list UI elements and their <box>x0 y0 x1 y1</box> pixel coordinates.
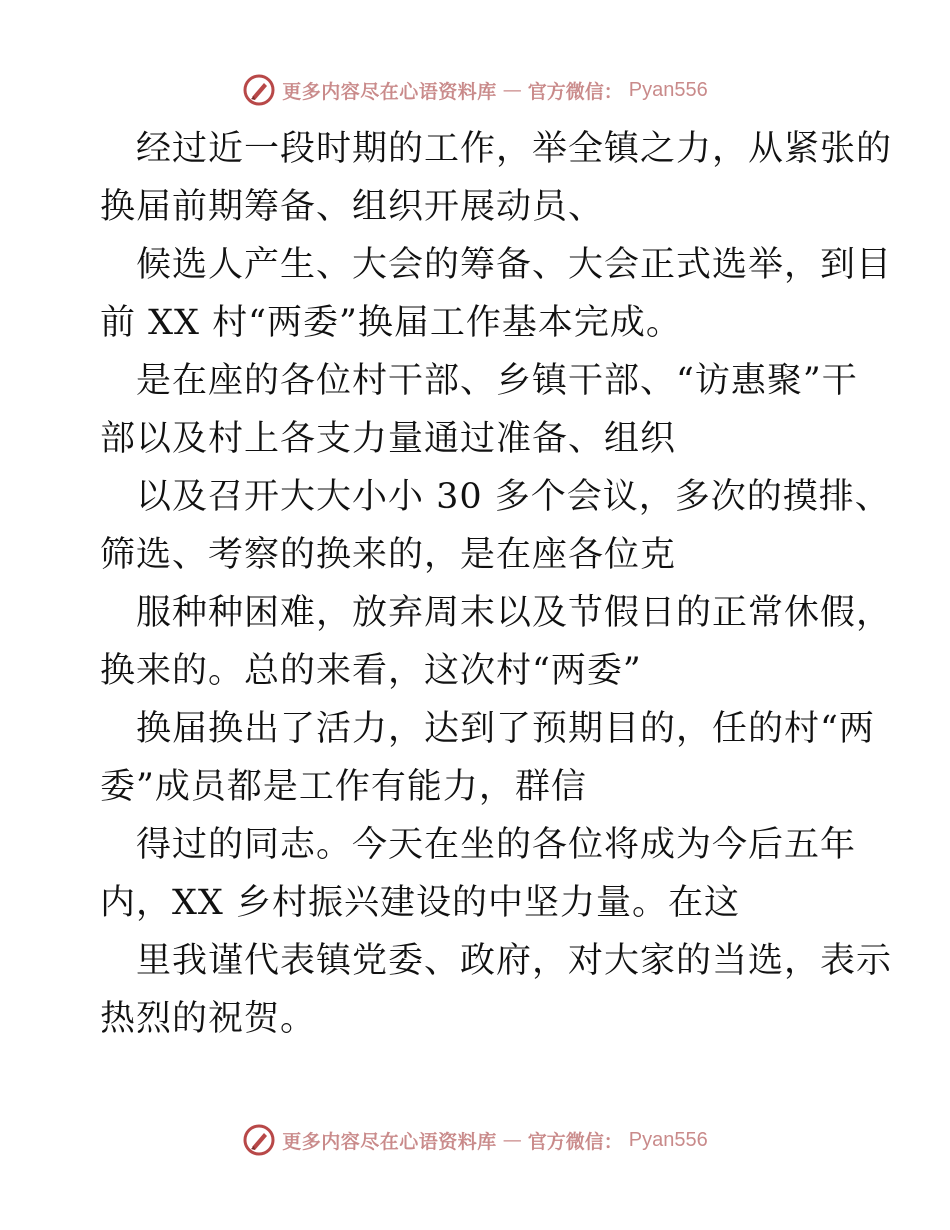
paragraph-line: 换届换出了活力，达到了预期目的，任的村“两 <box>136 709 875 749</box>
watermark-wechat-label: 官方微信： <box>527 80 623 103</box>
pen-logo-icon <box>242 1123 276 1157</box>
paragraph <box>100 120 893 236</box>
paragraph-line: 部以及村上各支力量通过准备、组织 <box>100 419 677 459</box>
paragraph-line: 换届前期筹备、组织开展动员、 <box>100 187 605 227</box>
watermark-text: 更多内容尽在心语资料库 <box>282 1130 497 1153</box>
document-body <box>100 120 893 1048</box>
paragraph <box>100 352 860 468</box>
paragraph <box>100 468 891 584</box>
paragraph-line: 经过近一段时期的工作，举全镇之力，从紧张的 <box>136 129 893 169</box>
paragraph-line: 热烈的祝贺。 <box>100 999 317 1039</box>
paragraph <box>100 700 875 816</box>
paragraph-line: 服种种困难，放弃周末以及节假日的正常休假， <box>136 593 893 633</box>
paragraph-line: 得过的同志。今天在坐的各位将成为今后五年 <box>136 825 857 865</box>
paragraph-line: 以及召开大大小小 30 多个会议，多次的摸排、 <box>136 477 891 517</box>
paragraph-line: 筛选、考察的换来的，是在座各位克 <box>100 535 677 575</box>
watermark-separator: — <box>502 1129 522 1151</box>
watermark-wechat-id: Pyan556 <box>628 78 708 101</box>
watermark-text: 更多内容尽在心语资料库 <box>282 80 497 103</box>
paragraph-line: 委”成员都是工作有能力，群信 <box>100 767 587 807</box>
paragraph-line: 是在座的各位村干部、乡镇干部、“访惠聚”干 <box>136 361 858 401</box>
paragraph <box>100 236 893 352</box>
paragraph <box>100 584 893 700</box>
watermark-separator: — <box>502 79 522 101</box>
pen-logo-icon <box>242 73 276 107</box>
paragraph-line: 前 XX 村“两委”换届工作基本完成。 <box>100 303 682 343</box>
paragraph <box>100 932 893 1048</box>
watermark-wechat-label: 官方微信： <box>527 1130 623 1153</box>
watermark-wechat-id: Pyan556 <box>628 1128 708 1151</box>
paragraph-line: 换来的。总的来看，这次村“两委” <box>100 651 642 691</box>
header-watermark <box>0 70 950 110</box>
paragraph <box>100 816 860 932</box>
paragraph-line: 候选人产生、大会的筹备、大会正式选举，到目 <box>136 245 893 285</box>
footer-watermark <box>0 1120 950 1160</box>
paragraph-line: 里我谨代表镇党委、政府，对大家的当选，表示 <box>136 941 893 981</box>
paragraph-line: 内，XX 乡村振兴建设的中坚力量。在这 <box>100 883 740 923</box>
